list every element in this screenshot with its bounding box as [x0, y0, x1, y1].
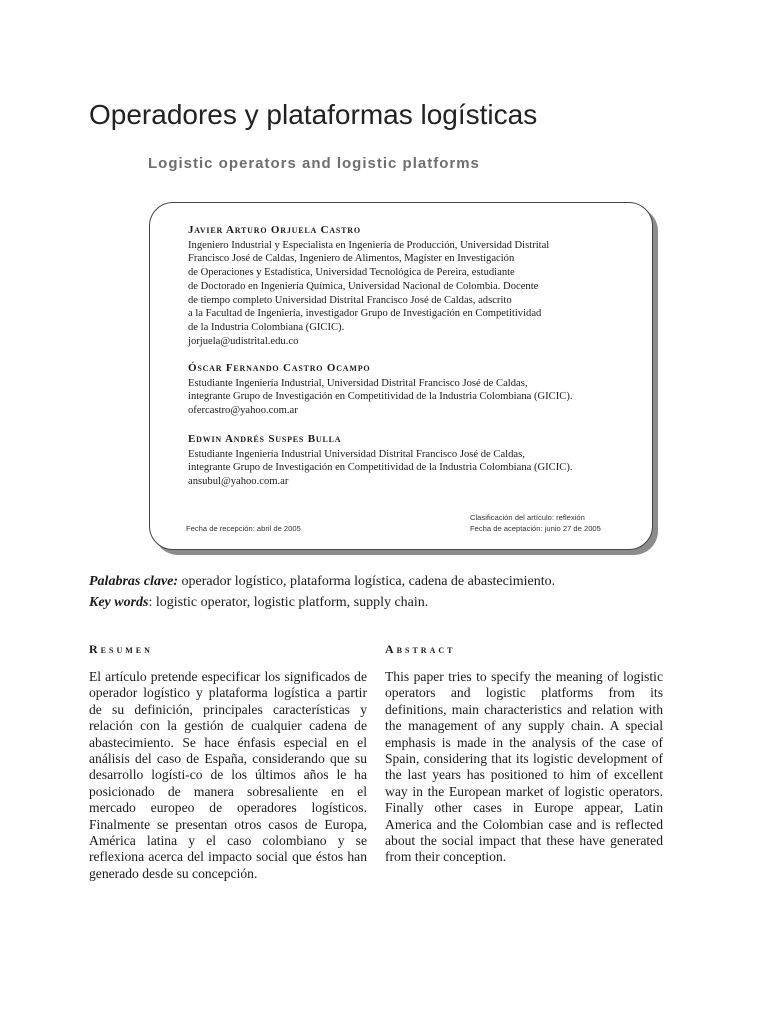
author-affiliation-line: Estudiante Ingeniería Industrial, Universidad Distrital Francisco José de Caldas, — [188, 377, 528, 389]
abstract-heading: Abstract — [385, 642, 456, 656]
author-affiliation-line: integrante Grupo de Investigación en Competitividad de la Industria Colombiana (GICIC). — [188, 391, 573, 403]
resumen-heading: Resumen — [89, 642, 153, 656]
author-affiliation-line: de tiempo completo Universidad Distrital Francisco José de Caldas, adscrito — [188, 294, 512, 306]
keywords-en-text: : logistic operator, logistic platform, supply chain. — [148, 595, 429, 610]
author-name: Óscar Fernando Castro Ocampo — [188, 362, 371, 374]
accepted-date: Fecha de aceptación: junio 27 de 2005 — [470, 524, 601, 533]
page-subtitle: Logistic operators and logistic platforms — [148, 155, 480, 172]
author-affiliation-line: Estudiante Ingeniería Industrial Universidad Distrital Francisco José de Caldas, — [188, 448, 525, 460]
author-affiliation-line: Ingeniero Industrial y Especialista en Ingeniería de Producción, Universidad Distrital — [188, 239, 550, 251]
author-name: Edwin Andrés Suspes Bulla — [188, 433, 342, 445]
article-classification: Clasificación del artículo: reflexión — [470, 513, 585, 522]
author-email: jorjuela@udistrital.edu.co — [188, 335, 299, 347]
author-affiliation-line: Francisco José de Caldas, Ingeniero de Alimentos, Magíster en Investigación — [188, 253, 515, 265]
author-affiliation-line: de Doctorado en Ingeniería Química, Universidad Nacional de Colombia. Docente — [188, 280, 539, 292]
author-email: ansubul@yahoo.com.ar — [188, 476, 289, 488]
keywords-es-label: Palabras clave: — [89, 574, 179, 589]
keywords-es-text: operador logístico, plataforma logística, cadena de abastecimiento. — [178, 574, 556, 589]
keywords-en — [89, 595, 428, 611]
author-name: Javier Arturo Orjuela Castro — [188, 224, 361, 236]
author-email: ofercastro@yahoo.com.ar — [188, 405, 298, 417]
page-title: Operadores y plataformas logísticas — [89, 99, 538, 130]
author-3 — [188, 433, 573, 489]
author-affiliation-line: de la Industria Colombiana (GICIC). — [188, 321, 345, 333]
author-affiliation-line: integrante Grupo de Investigación en Competitividad de la Industria Colombiana (GICIC). — [188, 462, 573, 474]
abstract-text: This paper tries to specify the meaning of logistic operators and logistic platforms from its definitions, main characteristics and relation with the management of any supply chain. A special emphasis is made in the analysis of the case of Spain, considering that its logistic development of the last years has positioned to him of excellent way in the European market of logistic operators. Finally other cases in Europe appear, Latin America and the Colombian case and is reflected about the social impact that these have generated from their conception. — [385, 669, 663, 865]
author-1 — [188, 224, 549, 348]
keywords-es — [89, 574, 555, 590]
author-affiliation-line: de Operaciones y Estadística, Universidad Tecnológica de Pereira, estudiante — [188, 267, 515, 279]
resumen-text: El artículo pretende especificar los significados de operador logístico y plataforma logística a partir de su definición, principales características y relación con la gestión de cualquier cadena de abastecimiento. Se hace énfasis especial en el análisis del caso de España, considerando que su desarrollo logísti-co de los últimos años le ha posicionado de manera sobresaliente en el mercado europeo de operadores logísticos. Finalmente se presentan otros casos de Europa, América latina y el caso colombiano y se reflexiona acerca del impacto social que éstos han generado desde su concepción. — [89, 669, 367, 881]
author-2 — [188, 362, 573, 418]
received-date: Fecha de recepción: abril de 2005 — [186, 524, 301, 533]
keywords-en-label: Key words — [89, 595, 149, 610]
author-affiliation-line: a la Facultad de Ingeniería, investigador Grupo de Investigación en Competitividad — [188, 308, 542, 320]
